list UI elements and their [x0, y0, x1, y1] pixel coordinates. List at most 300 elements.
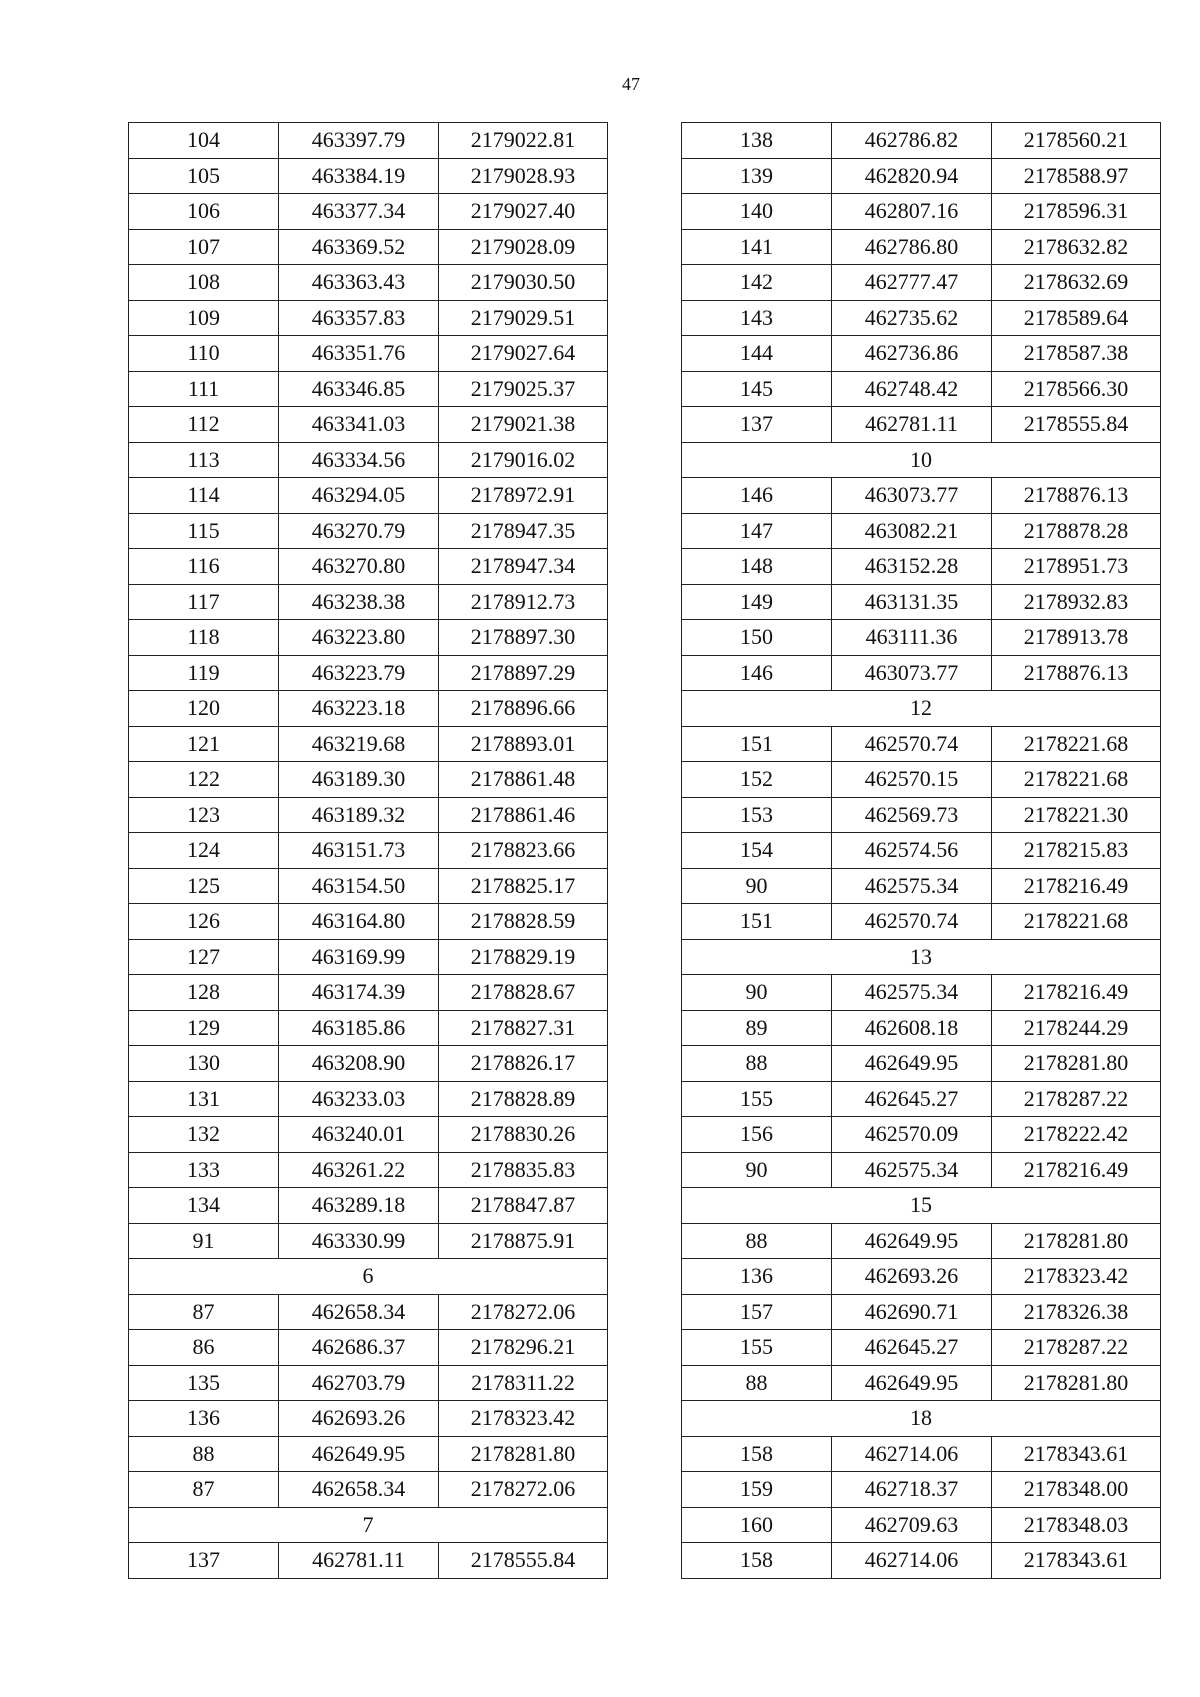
point-id-cell: 159 [682, 1472, 832, 1508]
table-row [682, 336, 1161, 372]
point-id-cell: 135 [129, 1365, 279, 1401]
table-row [129, 1436, 608, 1472]
table-row [682, 123, 1161, 159]
point-id-cell: 147 [682, 513, 832, 549]
table-row [682, 1152, 1161, 1188]
x-coordinate-cell: 462645.27 [832, 1081, 992, 1117]
x-coordinate-cell: 463169.99 [279, 939, 439, 975]
y-coordinate-cell: 2178876.13 [992, 655, 1161, 691]
x-coordinate-cell: 462714.06 [832, 1436, 992, 1472]
y-coordinate-cell: 2178828.59 [439, 904, 608, 940]
y-coordinate-cell: 2178847.87 [439, 1188, 608, 1224]
table-row [129, 123, 608, 159]
point-id-cell: 144 [682, 336, 832, 372]
table-row [682, 1507, 1161, 1543]
table-row [682, 868, 1161, 904]
table-row [129, 1294, 608, 1330]
y-coordinate-cell: 2178861.46 [439, 797, 608, 833]
x-coordinate-cell: 462686.37 [279, 1330, 439, 1366]
table-row [129, 513, 608, 549]
point-id-cell: 123 [129, 797, 279, 833]
y-coordinate-cell: 2179025.37 [439, 371, 608, 407]
table-row [129, 549, 608, 585]
point-id-cell: 145 [682, 371, 832, 407]
y-coordinate-cell: 2178972.91 [439, 478, 608, 514]
section-label: 10 [682, 442, 1161, 478]
x-coordinate-cell: 463330.99 [279, 1223, 439, 1259]
section-row [682, 442, 1161, 478]
y-coordinate-cell: 2179027.40 [439, 194, 608, 230]
point-id-cell: 90 [682, 975, 832, 1011]
x-coordinate-cell: 462736.86 [832, 336, 992, 372]
y-coordinate-cell: 2178828.89 [439, 1081, 608, 1117]
y-coordinate-cell: 2178876.13 [992, 478, 1161, 514]
y-coordinate-cell: 2178296.21 [439, 1330, 608, 1366]
section-label: 12 [682, 691, 1161, 727]
y-coordinate-cell: 2178221.68 [992, 762, 1161, 798]
y-coordinate-cell: 2178560.21 [992, 123, 1161, 159]
table-row [129, 442, 608, 478]
x-coordinate-cell: 462569.73 [832, 797, 992, 833]
x-coordinate-cell: 462714.06 [832, 1543, 992, 1579]
y-coordinate-cell: 2178221.68 [992, 904, 1161, 940]
point-id-cell: 151 [682, 904, 832, 940]
point-id-cell: 154 [682, 833, 832, 869]
x-coordinate-cell: 462649.95 [832, 1223, 992, 1259]
point-id-cell: 111 [129, 371, 279, 407]
y-coordinate-cell: 2179022.81 [439, 123, 608, 159]
y-coordinate-cell: 2178244.29 [992, 1010, 1161, 1046]
y-coordinate-cell: 2178861.48 [439, 762, 608, 798]
table-row [682, 1010, 1161, 1046]
section-row [129, 1259, 608, 1295]
point-id-cell: 151 [682, 726, 832, 762]
point-id-cell: 149 [682, 584, 832, 620]
point-id-cell: 127 [129, 939, 279, 975]
y-coordinate-cell: 2178343.61 [992, 1436, 1161, 1472]
point-id-cell: 125 [129, 868, 279, 904]
x-coordinate-cell: 462608.18 [832, 1010, 992, 1046]
table-row [129, 371, 608, 407]
point-id-cell: 124 [129, 833, 279, 869]
x-coordinate-cell: 462781.11 [832, 407, 992, 443]
x-coordinate-cell: 462690.71 [832, 1294, 992, 1330]
y-coordinate-cell: 2178216.49 [992, 975, 1161, 1011]
table-row [682, 797, 1161, 833]
x-coordinate-cell: 463208.90 [279, 1046, 439, 1082]
x-coordinate-cell: 463377.34 [279, 194, 439, 230]
point-id-cell: 158 [682, 1543, 832, 1579]
y-coordinate-cell: 2178897.30 [439, 620, 608, 656]
point-id-cell: 138 [682, 123, 832, 159]
x-coordinate-cell: 462703.79 [279, 1365, 439, 1401]
y-coordinate-cell: 2178913.78 [992, 620, 1161, 656]
x-coordinate-cell: 462786.80 [832, 229, 992, 265]
table-row [129, 939, 608, 975]
table-row [129, 584, 608, 620]
point-id-cell: 136 [682, 1259, 832, 1295]
x-coordinate-cell: 463073.77 [832, 478, 992, 514]
y-coordinate-cell: 2178828.67 [439, 975, 608, 1011]
x-coordinate-cell: 463189.30 [279, 762, 439, 798]
x-coordinate-cell: 463270.79 [279, 513, 439, 549]
point-id-cell: 107 [129, 229, 279, 265]
table-row [129, 1046, 608, 1082]
y-coordinate-cell: 2178826.17 [439, 1046, 608, 1082]
table-row [129, 1472, 608, 1508]
point-id-cell: 153 [682, 797, 832, 833]
table-row [129, 1330, 608, 1366]
table-row [682, 1223, 1161, 1259]
x-coordinate-cell: 462649.95 [832, 1046, 992, 1082]
table-row [682, 549, 1161, 585]
section-label: 15 [682, 1188, 1161, 1224]
x-coordinate-cell: 463152.28 [832, 549, 992, 585]
section-label: 13 [682, 939, 1161, 975]
y-coordinate-cell: 2178272.06 [439, 1294, 608, 1330]
x-coordinate-cell: 462735.62 [832, 300, 992, 336]
x-coordinate-cell: 462575.34 [832, 1152, 992, 1188]
x-coordinate-cell: 463223.79 [279, 655, 439, 691]
y-coordinate-cell: 2178632.82 [992, 229, 1161, 265]
point-id-cell: 133 [129, 1152, 279, 1188]
table-row [682, 478, 1161, 514]
table-row [129, 1401, 608, 1437]
table-row [682, 584, 1161, 620]
y-coordinate-cell: 2178281.80 [992, 1365, 1161, 1401]
point-id-cell: 89 [682, 1010, 832, 1046]
point-id-cell: 106 [129, 194, 279, 230]
point-id-cell: 131 [129, 1081, 279, 1117]
x-coordinate-cell: 462574.56 [832, 833, 992, 869]
point-id-cell: 136 [129, 1401, 279, 1437]
y-coordinate-cell: 2178947.34 [439, 549, 608, 585]
x-coordinate-cell: 462693.26 [279, 1401, 439, 1437]
point-id-cell: 88 [129, 1436, 279, 1472]
point-id-cell: 155 [682, 1081, 832, 1117]
table-row [129, 407, 608, 443]
x-coordinate-cell: 463240.01 [279, 1117, 439, 1153]
section-row [682, 1188, 1161, 1224]
section-label: 7 [129, 1507, 608, 1543]
x-coordinate-cell: 462718.37 [832, 1472, 992, 1508]
x-coordinate-cell: 463131.35 [832, 584, 992, 620]
x-coordinate-cell: 463294.05 [279, 478, 439, 514]
x-coordinate-cell: 462693.26 [832, 1259, 992, 1295]
table-row [129, 478, 608, 514]
point-id-cell: 114 [129, 478, 279, 514]
table-row [129, 655, 608, 691]
table-row [129, 1117, 608, 1153]
x-coordinate-cell: 462575.34 [832, 975, 992, 1011]
y-coordinate-cell: 2178951.73 [992, 549, 1161, 585]
y-coordinate-cell: 2178216.49 [992, 1152, 1161, 1188]
y-coordinate-cell: 2178222.42 [992, 1117, 1161, 1153]
y-coordinate-cell: 2178555.84 [992, 407, 1161, 443]
y-coordinate-cell: 2179027.64 [439, 336, 608, 372]
x-coordinate-cell: 462786.82 [832, 123, 992, 159]
x-coordinate-cell: 463219.68 [279, 726, 439, 762]
y-coordinate-cell: 2178632.69 [992, 265, 1161, 301]
point-id-cell: 91 [129, 1223, 279, 1259]
y-coordinate-cell: 2178896.66 [439, 691, 608, 727]
table-row [129, 904, 608, 940]
point-id-cell: 113 [129, 442, 279, 478]
point-id-cell: 137 [682, 407, 832, 443]
point-id-cell: 110 [129, 336, 279, 372]
y-coordinate-cell: 2178827.31 [439, 1010, 608, 1046]
coordinate-table-left [128, 122, 608, 1579]
x-coordinate-cell: 463261.22 [279, 1152, 439, 1188]
x-coordinate-cell: 463185.86 [279, 1010, 439, 1046]
x-coordinate-cell: 462570.15 [832, 762, 992, 798]
y-coordinate-cell: 2178348.03 [992, 1507, 1161, 1543]
y-coordinate-cell: 2178221.30 [992, 797, 1161, 833]
y-coordinate-cell: 2178281.80 [992, 1223, 1161, 1259]
table-body-right [682, 123, 1161, 1579]
table-row [129, 1188, 608, 1224]
y-coordinate-cell: 2178825.17 [439, 868, 608, 904]
table-row [129, 762, 608, 798]
y-coordinate-cell: 2178281.80 [439, 1436, 608, 1472]
point-id-cell: 128 [129, 975, 279, 1011]
table-row [129, 158, 608, 194]
x-coordinate-cell: 463073.77 [832, 655, 992, 691]
y-coordinate-cell: 2178897.29 [439, 655, 608, 691]
y-coordinate-cell: 2178875.91 [439, 1223, 608, 1259]
table-row [682, 407, 1161, 443]
x-coordinate-cell: 463111.36 [832, 620, 992, 656]
table-row [129, 797, 608, 833]
table-row [129, 265, 608, 301]
coordinate-table-right [681, 122, 1161, 1579]
y-coordinate-cell: 2178823.66 [439, 833, 608, 869]
point-id-cell: 132 [129, 1117, 279, 1153]
x-coordinate-cell: 462748.42 [832, 371, 992, 407]
point-id-cell: 156 [682, 1117, 832, 1153]
table-row [682, 229, 1161, 265]
point-id-cell: 143 [682, 300, 832, 336]
y-coordinate-cell: 2179029.51 [439, 300, 608, 336]
point-id-cell: 146 [682, 478, 832, 514]
section-row [682, 939, 1161, 975]
y-coordinate-cell: 2179028.93 [439, 158, 608, 194]
point-id-cell: 112 [129, 407, 279, 443]
point-id-cell: 86 [129, 1330, 279, 1366]
table-row [129, 229, 608, 265]
y-coordinate-cell: 2178878.28 [992, 513, 1161, 549]
x-coordinate-cell: 463164.80 [279, 904, 439, 940]
y-coordinate-cell: 2178326.38 [992, 1294, 1161, 1330]
table-row [129, 300, 608, 336]
y-coordinate-cell: 2178311.22 [439, 1365, 608, 1401]
x-coordinate-cell: 462649.95 [832, 1365, 992, 1401]
point-id-cell: 119 [129, 655, 279, 691]
point-id-cell: 115 [129, 513, 279, 549]
point-id-cell: 157 [682, 1294, 832, 1330]
y-coordinate-cell: 2178287.22 [992, 1081, 1161, 1117]
table-row [682, 194, 1161, 230]
point-id-cell: 137 [129, 1543, 279, 1579]
x-coordinate-cell: 463357.83 [279, 300, 439, 336]
x-coordinate-cell: 463384.19 [279, 158, 439, 194]
x-coordinate-cell: 462649.95 [279, 1436, 439, 1472]
point-id-cell: 126 [129, 904, 279, 940]
y-coordinate-cell: 2178912.73 [439, 584, 608, 620]
x-coordinate-cell: 463223.80 [279, 620, 439, 656]
point-id-cell: 134 [129, 1188, 279, 1224]
table-body-left [129, 123, 608, 1579]
y-coordinate-cell: 2179021.38 [439, 407, 608, 443]
x-coordinate-cell: 463174.39 [279, 975, 439, 1011]
page-number: 47 [622, 74, 640, 94]
point-id-cell: 118 [129, 620, 279, 656]
y-coordinate-cell: 2178589.64 [992, 300, 1161, 336]
y-coordinate-cell: 2178343.61 [992, 1543, 1161, 1579]
point-id-cell: 88 [682, 1223, 832, 1259]
table-row [682, 975, 1161, 1011]
table-row [682, 371, 1161, 407]
point-id-cell: 139 [682, 158, 832, 194]
x-coordinate-cell: 463082.21 [832, 513, 992, 549]
x-coordinate-cell: 463189.32 [279, 797, 439, 833]
table-row [682, 833, 1161, 869]
x-coordinate-cell: 463223.18 [279, 691, 439, 727]
point-id-cell: 141 [682, 229, 832, 265]
point-id-cell: 90 [682, 1152, 832, 1188]
y-coordinate-cell: 2178272.06 [439, 1472, 608, 1508]
table-row [129, 833, 608, 869]
table-row [129, 1152, 608, 1188]
table-row [682, 1365, 1161, 1401]
table-row [682, 620, 1161, 656]
y-coordinate-cell: 2178287.22 [992, 1330, 1161, 1366]
table-row [129, 1223, 608, 1259]
y-coordinate-cell: 2179030.50 [439, 265, 608, 301]
x-coordinate-cell: 463270.80 [279, 549, 439, 585]
x-coordinate-cell: 463334.56 [279, 442, 439, 478]
section-row [129, 1507, 608, 1543]
point-id-cell: 117 [129, 584, 279, 620]
table-row [682, 513, 1161, 549]
table-row [682, 158, 1161, 194]
x-coordinate-cell: 462570.74 [832, 904, 992, 940]
table-row [129, 336, 608, 372]
point-id-cell: 88 [682, 1046, 832, 1082]
x-coordinate-cell: 462645.27 [832, 1330, 992, 1366]
point-id-cell: 87 [129, 1472, 279, 1508]
point-id-cell: 116 [129, 549, 279, 585]
point-id-cell: 108 [129, 265, 279, 301]
x-coordinate-cell: 463397.79 [279, 123, 439, 159]
point-id-cell: 148 [682, 549, 832, 585]
table-row [682, 726, 1161, 762]
y-coordinate-cell: 2178835.83 [439, 1152, 608, 1188]
point-id-cell: 160 [682, 1507, 832, 1543]
y-coordinate-cell: 2178566.30 [992, 371, 1161, 407]
x-coordinate-cell: 463154.50 [279, 868, 439, 904]
point-id-cell: 140 [682, 194, 832, 230]
x-coordinate-cell: 462820.94 [832, 158, 992, 194]
table-row [682, 1472, 1161, 1508]
point-id-cell: 104 [129, 123, 279, 159]
table-row [682, 762, 1161, 798]
x-coordinate-cell: 463238.38 [279, 584, 439, 620]
point-id-cell: 88 [682, 1365, 832, 1401]
y-coordinate-cell: 2178215.83 [992, 833, 1161, 869]
point-id-cell: 105 [129, 158, 279, 194]
x-coordinate-cell: 462575.34 [832, 868, 992, 904]
y-coordinate-cell: 2178323.42 [439, 1401, 608, 1437]
y-coordinate-cell: 2178281.80 [992, 1046, 1161, 1082]
table-row [682, 265, 1161, 301]
table-row [129, 194, 608, 230]
point-id-cell: 109 [129, 300, 279, 336]
point-id-cell: 120 [129, 691, 279, 727]
point-id-cell: 121 [129, 726, 279, 762]
y-coordinate-cell: 2178596.31 [992, 194, 1161, 230]
y-coordinate-cell: 2179016.02 [439, 442, 608, 478]
table-row [129, 1010, 608, 1046]
table-row [682, 1436, 1161, 1472]
table-row [129, 1365, 608, 1401]
x-coordinate-cell: 463341.03 [279, 407, 439, 443]
table-row [129, 691, 608, 727]
point-id-cell: 155 [682, 1330, 832, 1366]
x-coordinate-cell: 462709.63 [832, 1507, 992, 1543]
x-coordinate-cell: 463369.52 [279, 229, 439, 265]
table-row [129, 868, 608, 904]
x-coordinate-cell: 462781.11 [279, 1543, 439, 1579]
y-coordinate-cell: 2178323.42 [992, 1259, 1161, 1295]
table-row [129, 620, 608, 656]
x-coordinate-cell: 462570.74 [832, 726, 992, 762]
point-id-cell: 146 [682, 655, 832, 691]
table-row [682, 300, 1161, 336]
table-row [682, 1294, 1161, 1330]
x-coordinate-cell: 463363.43 [279, 265, 439, 301]
y-coordinate-cell: 2178348.00 [992, 1472, 1161, 1508]
y-coordinate-cell: 2178555.84 [439, 1543, 608, 1579]
point-id-cell: 130 [129, 1046, 279, 1082]
x-coordinate-cell: 462570.09 [832, 1117, 992, 1153]
y-coordinate-cell: 2179028.09 [439, 229, 608, 265]
x-coordinate-cell: 463346.85 [279, 371, 439, 407]
y-coordinate-cell: 2178588.97 [992, 158, 1161, 194]
table-row [129, 975, 608, 1011]
table-row [682, 1081, 1161, 1117]
x-coordinate-cell: 462658.34 [279, 1472, 439, 1508]
x-coordinate-cell: 463351.76 [279, 336, 439, 372]
x-coordinate-cell: 462658.34 [279, 1294, 439, 1330]
table-row [129, 1543, 608, 1579]
y-coordinate-cell: 2178932.83 [992, 584, 1161, 620]
x-coordinate-cell: 463151.73 [279, 833, 439, 869]
point-id-cell: 90 [682, 868, 832, 904]
table-row [682, 1330, 1161, 1366]
point-id-cell: 158 [682, 1436, 832, 1472]
x-coordinate-cell: 462807.16 [832, 194, 992, 230]
section-row [682, 691, 1161, 727]
y-coordinate-cell: 2178829.19 [439, 939, 608, 975]
y-coordinate-cell: 2178221.68 [992, 726, 1161, 762]
table-row [682, 1046, 1161, 1082]
x-coordinate-cell: 463233.03 [279, 1081, 439, 1117]
section-label: 6 [129, 1259, 608, 1295]
table-row [682, 1117, 1161, 1153]
x-coordinate-cell: 463289.18 [279, 1188, 439, 1224]
table-row [129, 1081, 608, 1117]
